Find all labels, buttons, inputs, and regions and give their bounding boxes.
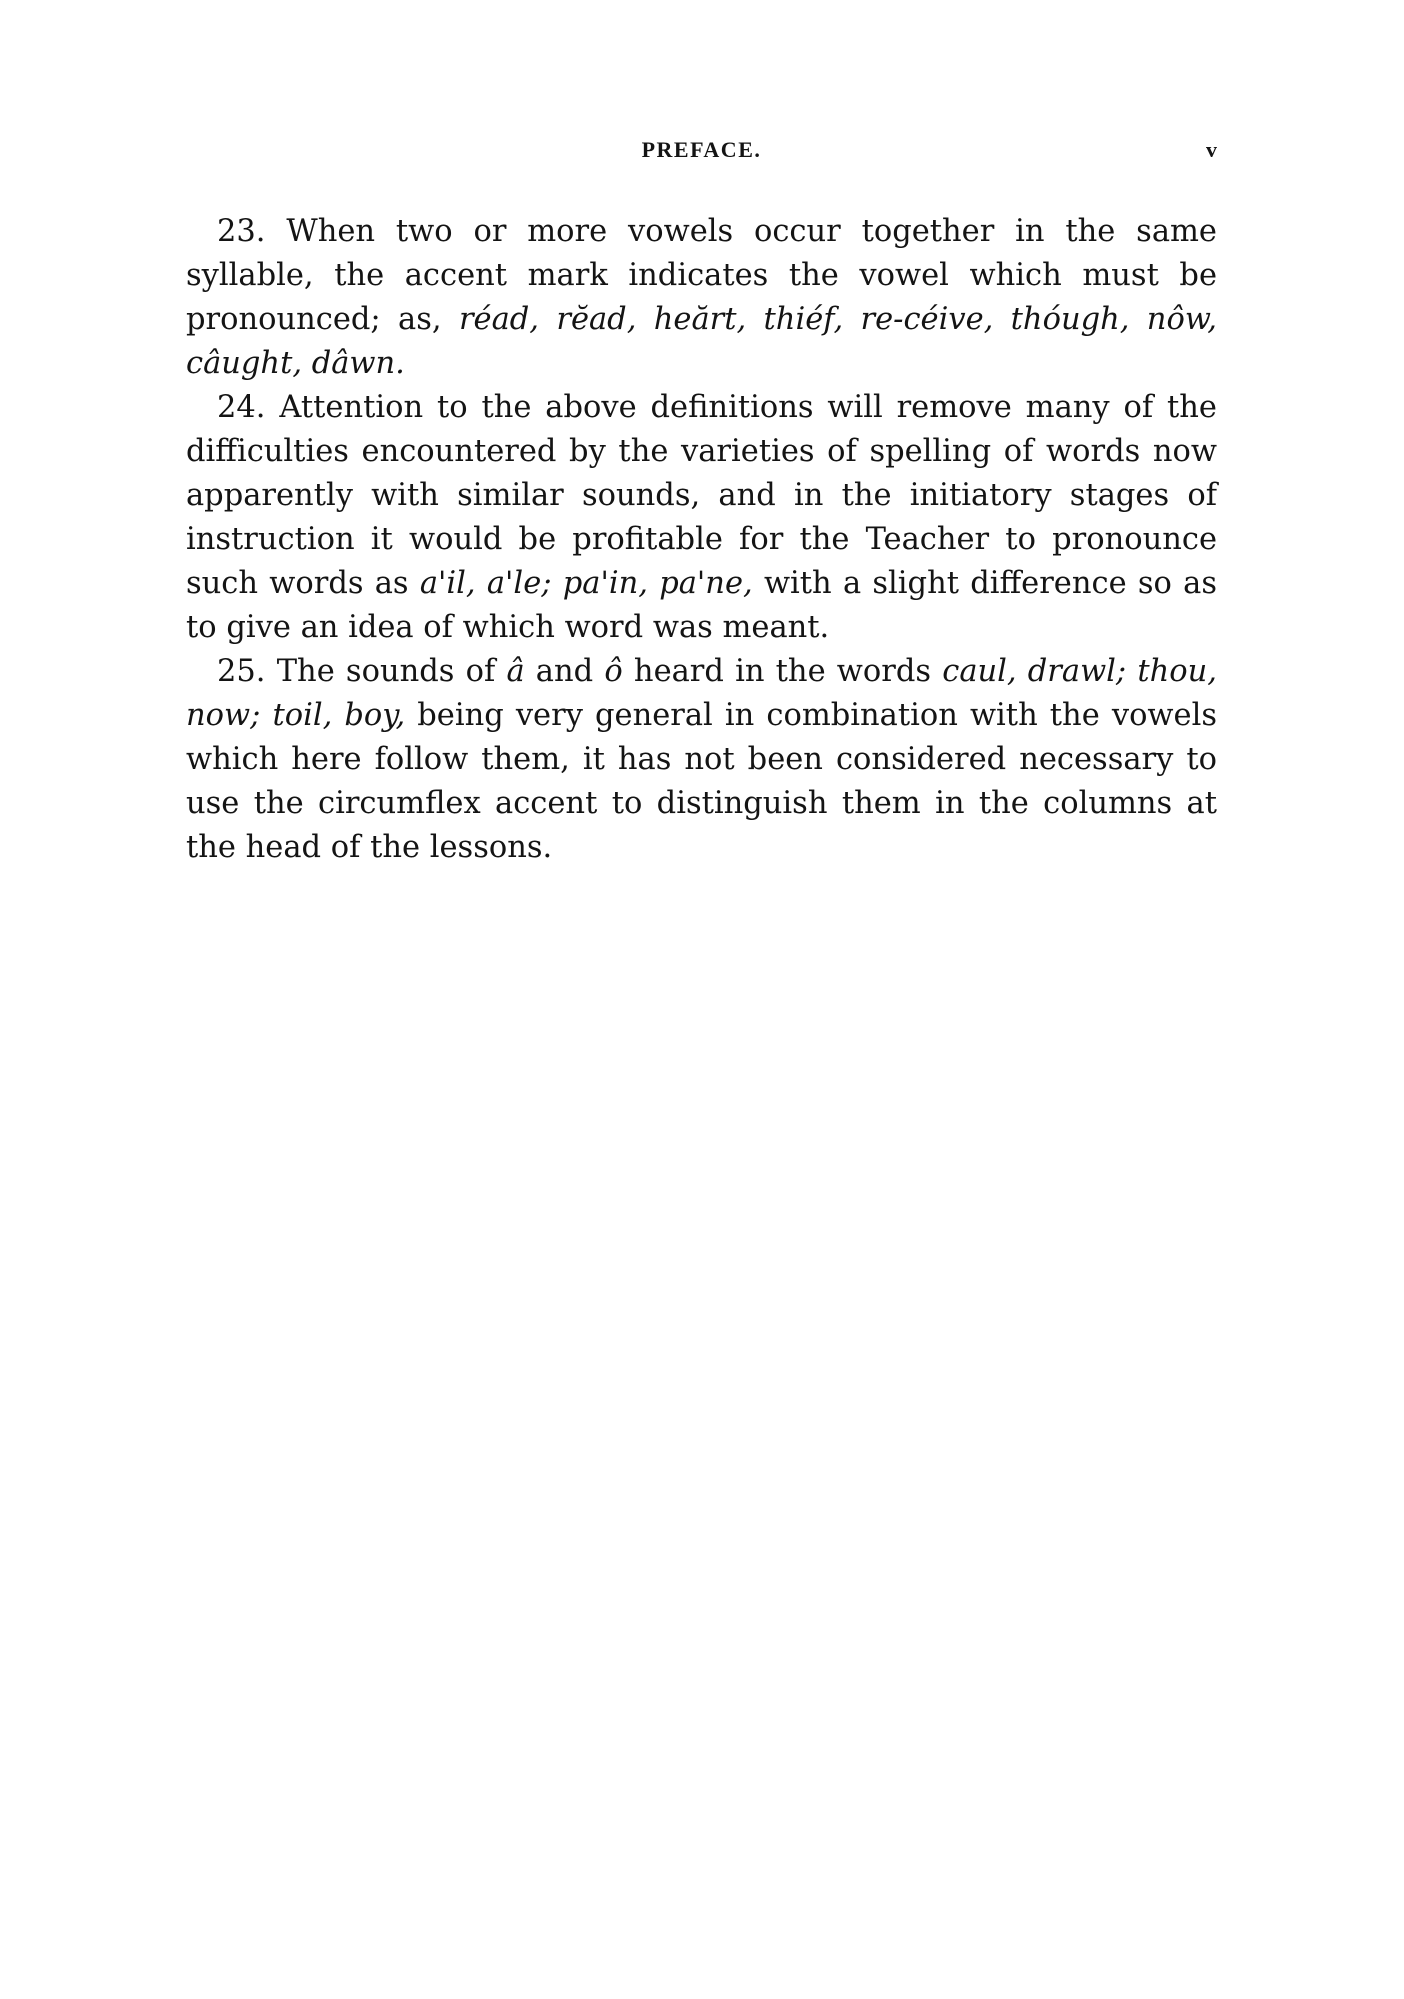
paragraph-25 xyxy=(186,650,1217,870)
example-words: caul, drawl; thou, now; toil, boy, xyxy=(186,654,1217,733)
body-text xyxy=(186,210,1217,870)
paragraph-text: heard in the words xyxy=(622,654,943,689)
paragraph-text: Attention to the above definitions will remove many of the difficulties encountered by the varieties of spelling of words now apparently with similar sounds, and in the initiatory stages of instruction it would be profitable for the Teacher to pronounce such words as xyxy=(186,390,1217,601)
paragraph-text: The sounds of xyxy=(276,654,507,689)
example-words: a'il, a'le; pa'in, pa'ne, xyxy=(419,566,753,601)
paragraph-text: with a slight difference so as to give an idea of which word was meant. xyxy=(186,566,1217,645)
running-head xyxy=(186,132,1217,168)
paragraph-text: When two or more vowels occur together in the same syllable, the accent mark indicates the vowel which must be pronounced; as, xyxy=(186,214,1217,337)
paragraph-text: and xyxy=(524,654,605,689)
example-letter: â xyxy=(506,654,525,689)
page-number: v xyxy=(1206,137,1217,162)
paragraph-number: 24. xyxy=(217,390,266,425)
running-title: PREFACE. xyxy=(641,137,762,162)
paragraph-number: 25. xyxy=(217,654,266,689)
paragraph-text: being very general in combination with the vowels which here follow them, it has not been considered necessary to use the circumflex accent to distinguish them in the columns at the head of the lessons. xyxy=(186,698,1217,865)
paragraph-number: 23. xyxy=(217,214,266,249)
example-letter: ô xyxy=(604,654,623,689)
example-words: réad, rĕad, heărt, thiéf, re-céive, thóugh, nôw, câught, dâwn. xyxy=(186,302,1217,381)
paragraph-23 xyxy=(186,210,1217,386)
paragraph-24 xyxy=(186,386,1217,650)
